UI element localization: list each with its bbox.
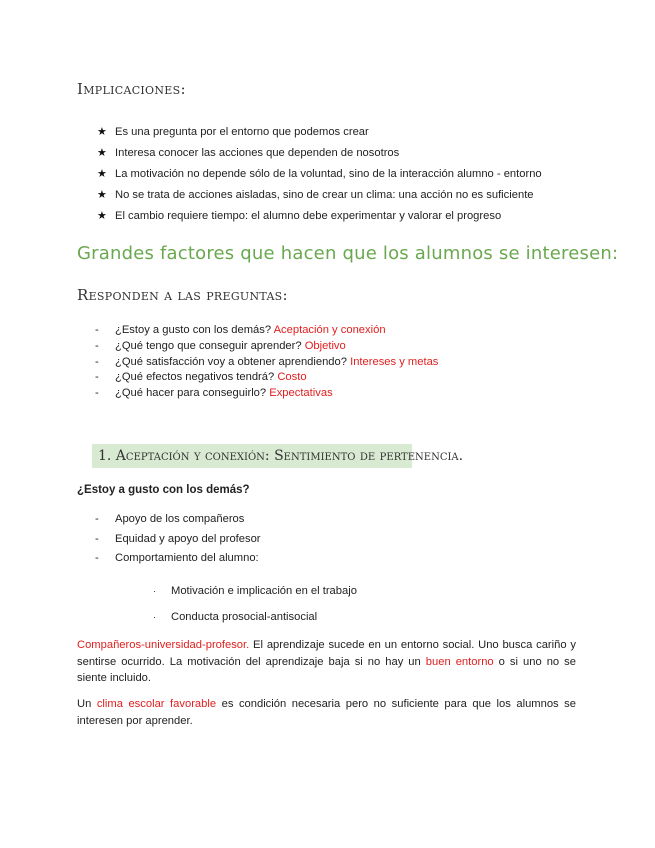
list-item: - ¿Qué hacer para conseguirlo? Expectativas bbox=[95, 387, 333, 400]
list-item: - Comportamiento del alumno: bbox=[95, 552, 259, 564]
section1-heading: 1. Aceptación y conexión: Sentimiento de pertenencia. bbox=[92, 444, 412, 468]
list-item: - Equidad y apoyo del profesor bbox=[95, 532, 261, 545]
list-item: - Apoyo de los compañeros bbox=[95, 513, 245, 525]
star-icon: ★ bbox=[97, 126, 107, 138]
star-icon: ★ bbox=[97, 168, 107, 180]
star-icon: ★ bbox=[97, 210, 107, 222]
questions-list bbox=[95, 323, 438, 402]
star-icon: ★ bbox=[97, 189, 107, 201]
star-icon: ★ bbox=[97, 147, 107, 159]
section1-subitems bbox=[153, 584, 357, 636]
factores-title: Grandes factores que hacen que los alumnos se interesen: bbox=[77, 243, 619, 264]
dot-icon: · bbox=[153, 586, 156, 596]
list-item: - ¿Estoy a gusto con los demás? Aceptación y conexión bbox=[95, 324, 386, 336]
list-item: ★ Interesa conocer las acciones que dependen de nosotros bbox=[97, 147, 400, 159]
list-item: · Conducta prosocial-antisocial bbox=[153, 611, 318, 623]
list-item: ★ La motivación no depende sólo de la voluntad, sino de la interacción alumno - entorno bbox=[97, 168, 542, 180]
list-item: - ¿Qué efectos negativos tendrá? Costo bbox=[95, 371, 307, 384]
factores-subheading: Responden a las preguntas: bbox=[77, 286, 288, 304]
list-item: ★ Es una pregunta por el entorno que podemos crear bbox=[97, 126, 369, 138]
section1-items bbox=[95, 512, 261, 571]
list-item: ★ No se trata de acciones aisladas, sino de crear un clima: una acción no es suficiente bbox=[97, 189, 534, 201]
implicaciones-list bbox=[97, 125, 542, 230]
section1-question: ¿Estoy a gusto con los demás? bbox=[77, 484, 250, 496]
paragraph-entorno: Compañeros-universidad-profesor. El aprendizaje sucede en un entorno social. Uno busca cariño y sentirse ocurrido. La motivación del aprendizaje baja si no hay un buen entorno o si uno no se siente incluido. bbox=[77, 639, 576, 684]
dot-icon: · bbox=[153, 612, 156, 622]
implicaciones-heading: Implicaciones: bbox=[77, 80, 186, 98]
list-item: ★ El cambio requiere tiempo: el alumno debe experimentar y valorar el progreso bbox=[97, 210, 502, 222]
list-item: - ¿Qué satisfacción voy a obtener aprendiendo? Intereses y metas bbox=[95, 355, 439, 368]
list-item: - ¿Qué tengo que conseguir aprender? Objetivo bbox=[95, 339, 346, 352]
list-item: · Motivación e implicación en el trabajo bbox=[153, 585, 357, 597]
paragraph-clima: Un clima escolar favorable es condición necesaria pero no suficiente para que los alumnos se interesen por aprender. bbox=[77, 698, 576, 727]
